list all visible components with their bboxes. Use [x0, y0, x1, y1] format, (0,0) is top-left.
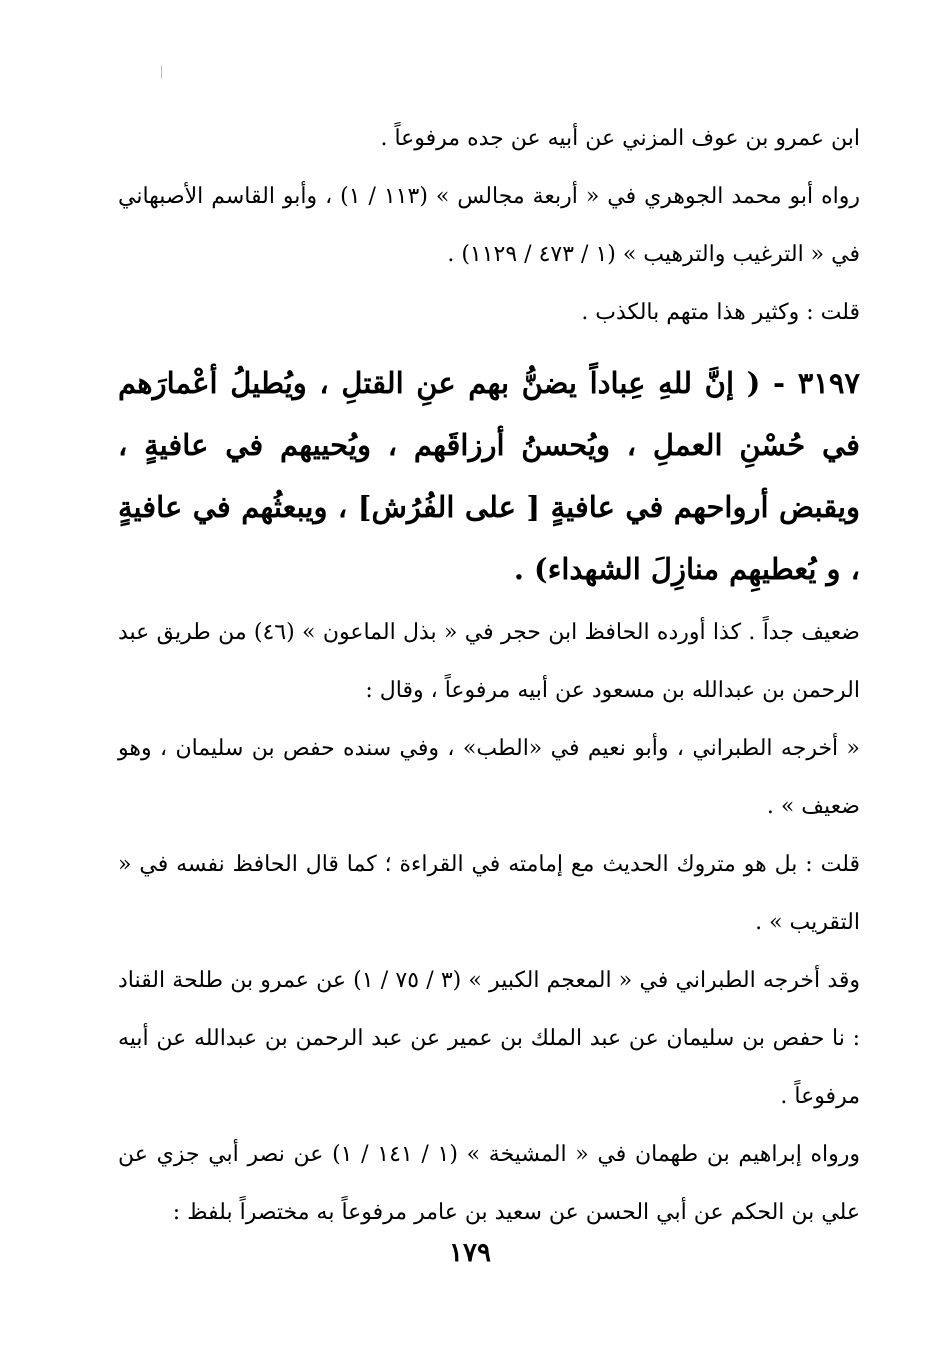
paragraph-grading: ضعيف جداً . كذا أورده الحافظ ابن حجر في « بذل الماعون » (٤٦) من طريق عبد الرحمن بن عبدالله بن مسعود عن أبيه مرفوعاً ، وقال : [118, 620, 860, 703]
page-number: ١٧٩ [449, 1238, 491, 1268]
paragraph-takhrij: رواه أبو محمد الجوهري في « أربعة مجالس » (١١٣ / ١) ، وأبو القاسم الأصبهاني في « الترغيب والترهيب » (١ / ٤٧٣ / ١١٢٩) . [118, 184, 860, 267]
paragraph-quote: « أخرجه الطبراني ، وأبو نعيم في «الطب» ، وفي سنده حفص بن سليمان ، وهو ضعيف » . [118, 736, 860, 819]
hadith-text: ٣١٩٧ - ( إنَّ للهِ عِباداً يضنُّ بهم عنِ القتلِ ، ويُطيلُ أعْمارَهم في حُسْنِ العملِ ، ويُحسنُ أرزاقَهم ، ويُحييهم في عافيةٍ ، ويقبض أرواحهم في عافيةٍ [ على الفُرُش] ، ويبعثُهم في عافيةٍ ، و يُعطيهِم منازِلَ الشهداء) . [118, 366, 860, 586]
paragraph-ibn-tahman: ورواه إبراهيم بن طهمان في « المشيخة » (١ / ١٤١ / ١) عن نصر أبي جزي عن علي بن الحكم عن أبي الحسن عن سعيد بن عامر مرفوعاً به مختصراً بلفظ : [118, 1142, 860, 1225]
paragraph-note: قلت : بل هو متروك الحديث مع إمامته في القراءة ؛ كما قال الحافظ نفسه في « التقريب » . [118, 852, 860, 935]
page-body [118, 110, 860, 1242]
paragraph-tabarani: وقد أخرجه الطبراني في « المعجم الكبير » (٣ / ٧٥ / ١) عن عمرو بن طلحة القناد : نا حفص بن سليمان عن عبد الملك بن عمير عن عبد الرحمن بن عبدالله عن أبيه مرفوعاً . [118, 968, 861, 1109]
margin-mark [161, 66, 162, 78]
paragraph-isnad-end: ابن عمرو بن عوف المزني عن أبيه عن جده مرفوعاً . [380, 126, 860, 151]
paragraph-comment: قلت : وكثير هذا متهم بالكذب . [581, 300, 860, 325]
